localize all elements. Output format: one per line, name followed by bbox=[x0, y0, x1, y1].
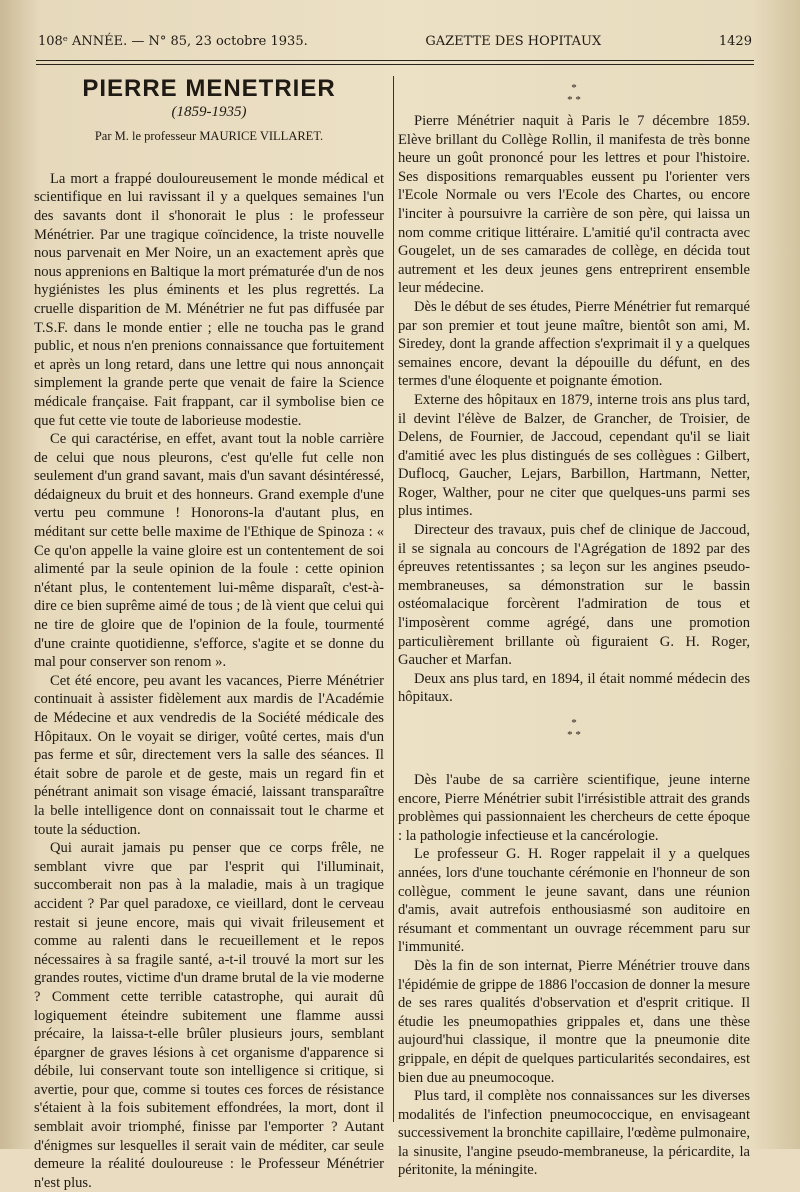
article-dates: (1859-1935) bbox=[171, 103, 247, 120]
paragraph: La mort a frappé douloureusement le monde médical et scientifique en lui ravissant il y a quelques semaines l'un des savants dont il s'honorait le plus : le professeur Ménétrier. Par une tragique coïncidence, la triste nouvelle nous parvenait en Mer Noire, un an exactement après que nous apprenions en Baltique la mort prématurée d'un de nos hygiénistes les plus éminents et les plus regrettés. La cruelle disparition de M. Ménétrier ne fut pas diffusée par T.S.F. dans le monde entier ; elle ne toucha pas le grand public, et nous n'en prenions connaissance que fortuitement et après un long retard, dans une lettre qui nous annonçait simplement la grande perte que venait de faire la Science médicale française. Fait frappant, car il symbolise bien ce que fut cette vie toute de laborieuse modestie. bbox=[34, 170, 384, 429]
column-divider bbox=[393, 76, 394, 1122]
article-title: PIERRE MENETRIER bbox=[82, 75, 336, 102]
header-rule bbox=[36, 60, 754, 61]
paragraph: Pierre Ménétrier naquit à Paris le 7 décembre 1859. Elève brillant du Collège Rollin, il manifesta de très bonne heure un goût prononcé pour les lettres et pour l'histoire. Ses dispositions remarquables eussent pu l'orienter vers l'Ecole Normale ou vers l'Ecole des Chartes, ou encore l'inciter à poursuivre la carrière de son père, qui laissa un nom comme critique littéraire. L'amitié qu'il contracta avec Gougelet, un de ses camarades de collège, en décida tout autrement et les deux jeunes gens entreprirent ensemble leur médecine. bbox=[398, 113, 750, 297]
paragraph: Ce qui caractérise, en effet, avant tout la noble carrière de celui que nous pleurons, c'est qu'elle fut celle non seulement d'un grand savant, mais d'un savant désintéressé, dédaigneux du bruit et des honneurs. Grand exemple d'une vertu peu commune ! Honorons-la d'autant plus, en méditant sur cette belle maxime de l'Ethique de Spinoza : « Ce qu'on appelle la vaine gloire est un contentement de soi alimenté par la seule opinion de la foule : cette opinion n'étant plus, le contentement lui-même disparaît, c'est-à-dire ce bien suprême aimé de tous ; de là vient que celui qui ne tire de gloire que de l'opinion de la foule, tourmenté d'une crainte quotidienne, s'efforce, s'agite et se donne du mal pour conserver son renom ». bbox=[34, 431, 384, 671]
right-column bbox=[398, 80, 750, 1180]
section-separator: * * * bbox=[567, 82, 581, 106]
paragraph: Directeur des travaux, puis chef de clinique de Jaccoud, il se signala au concours de l'Agrégation de 1892 par des épreuves retentissantes ; sa leçon sur les angines pseudo-membraneuses, sa démonstration sur le bassin ostéomalacique forcèrent l'admiration de tous et l'imposèrent comme agrégé, dans une promotion particulièrement brillante où figuraient G. H. Roger, Gaucher et Marfan. bbox=[398, 522, 750, 669]
paragraph: Externe des hôpitaux en 1879, interne trois ans plus tard, il devint l'élève de Balzer, de Grancher, de Troisier, de Delens, de Fournier, de Jaccoud, cependant qu'il se liait d'amitié avec les plus distingués de ses collègues : Gilbert, Duflocq, Gaucher, Lejars, Barbillon, Hartmann, Netter, Roger, Walther, pour ne citer que quelques-uns parmi ses plus intimes. bbox=[398, 391, 750, 520]
page-number: 1429 bbox=[718, 34, 752, 49]
header-rule-thin bbox=[36, 64, 754, 65]
paragraph: Plus tard, il complète nos connaissances sur les diverses modalités de l'infection pneumococcique, en envisageant successivement la bronchite capillaire, l'œdème pulmonaire, la sinusite, l'angine pseudo-membraneuse, la péricardite, la péritonite, la méningite. bbox=[398, 1088, 750, 1179]
paragraph: Dès l'aube de sa carrière scientifique, jeune interne encore, Pierre Ménétrier subit l'irrésistible attrait des grands problèmes qui passionnaient les chercheurs de cette époque : la pathologie infectieuse et la cancérologie. bbox=[398, 772, 750, 844]
left-column bbox=[34, 75, 384, 1192]
section-separator: * * * bbox=[567, 717, 581, 741]
issue-info: 108ᵉ ANNÉE. — N° 85, 23 octobre 1935. bbox=[38, 34, 308, 49]
paragraph: Dès le début de ses études, Pierre Ménétrier fut remarqué par son premier et tout jeune maître, bientôt son ami, M. Siredey, dont la grande affection s'exprimait il y a quelques semaines encore, devant la dépouille du défunt, en des termes d'une éloquente et poignante émotion. bbox=[398, 298, 750, 390]
paragraph: Qui aurait jamais pu penser que ce corps frêle, ne semblant vivre que par l'esprit qui l'illuminait, succomberait non pas à la maladie, mais à un tragique accident ? Par quel paradoxe, ce vieillard, dont le cerveau restait si jeune encore, mais qui vivait frileusement et comme au ralenti dans le recueillement et le repos nécessaires à sa fragile santé, a-t-il trouvé la mort sur les grandes routes, victime d'un drame brutal de la vie moderne ? Comment cette terrible catastrophe, qui aurait dû logiquement éteindre subitement une flamme aussi précaire, la laissa-t-elle brûler plusieurs jours, semblant épargner de graves lésions à cet organisme d'apparence si débile, lui conservant toute son intelligence si critique, si avertie, pour que, comme si toutes ces forces de résistance s'étaient à la fois subitement effondrées, la mort, dont il semblait avoir triomphé, finisse par l'emporter ? Autant d'énigmes sur lesquelles il serait vain de méditer, car seule demeure la réalité douloureuse : le Professeur Ménétrier n'est plus. bbox=[34, 840, 384, 1191]
journal-title: GAZETTE DES HOPITAUX bbox=[425, 34, 602, 49]
paragraph: Dès la fin de son internat, Pierre Ménétrier trouve dans l'épidémie de grippe de 1886 l'occasion de donner la mesure de ses rares qualités d'observation et d'esprit critique. Il étudie les pneumopathies grippales et, dans une thèse aujourd'hui classique, il montre que la pneumonie dite grippale, en dépit de quelques particularités secondaires, est bien due au pneumocoque. bbox=[398, 957, 750, 1086]
page-header bbox=[38, 34, 752, 56]
article-byline: Par M. le professeur MAURICE VILLARET. bbox=[94, 129, 324, 144]
paragraph: Cet été encore, peu avant les vacances, Pierre Ménétrier continuait à assister fidèlement aux mardis de l'Académie de Médecine et aux vendredis de la Société médicale des Hôpitaux. On le voyait se diriger, voûté certes, mais d'un pas ferme et sûr, directement vers la salle des séances. Il était sobre de parole et de geste, mais un regard fin et pénétrant animait son visage émacié, laissant transparaître la belle intelligence dont on connaissait tout le charme et toute la séduction. bbox=[34, 672, 384, 838]
paragraph: Deux ans plus tard, en 1894, il était nommé médecin des hôpitaux. bbox=[398, 670, 750, 706]
paragraph: Le professeur G. H. Roger rappelait il y a quelques années, lors d'une touchante cérémonie en l'honneur de son collègue, comment le jeune savant, dans une réunion d'amis, avait autrefois enthousiasmé son auditoire en résumant et commentant un ouvrage récemment paru sur l'immunité. bbox=[398, 846, 750, 956]
